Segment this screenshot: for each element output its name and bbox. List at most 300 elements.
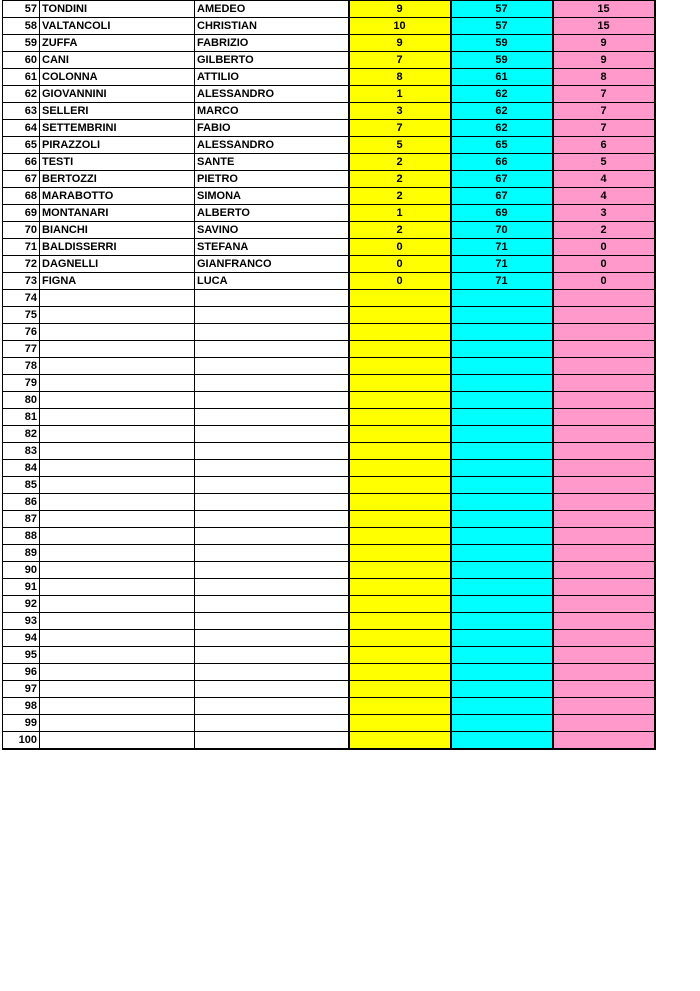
table-row xyxy=(3,154,655,171)
table-row xyxy=(3,18,655,35)
first-name-cell xyxy=(195,494,349,511)
first-name-cell: ALESSANDRO xyxy=(195,137,349,154)
pink-score-cell xyxy=(553,664,655,681)
pink-score-cell xyxy=(553,715,655,732)
surname-cell xyxy=(40,545,195,562)
table-row xyxy=(3,494,655,511)
first-name-cell xyxy=(195,392,349,409)
first-name-cell xyxy=(195,664,349,681)
surname-cell: SETTEMBRINI xyxy=(40,120,195,137)
row-number: 83 xyxy=(3,443,40,460)
first-name-cell xyxy=(195,511,349,528)
cyan-score-cell xyxy=(451,545,553,562)
surname-cell: BERTOZZI xyxy=(40,171,195,188)
surname-cell xyxy=(40,681,195,698)
pink-score-cell: 3 xyxy=(553,205,655,222)
first-name-cell xyxy=(195,647,349,664)
surname-cell: PIRAZZOLI xyxy=(40,137,195,154)
yellow-score-cell xyxy=(349,307,451,324)
yellow-score-cell: 7 xyxy=(349,52,451,69)
cyan-score-cell xyxy=(451,358,553,375)
table-row xyxy=(3,324,655,341)
table-row xyxy=(3,103,655,120)
surname-cell xyxy=(40,664,195,681)
first-name-cell: GIANFRANCO xyxy=(195,256,349,273)
yellow-score-cell xyxy=(349,290,451,307)
first-name-cell xyxy=(195,562,349,579)
yellow-score-cell xyxy=(349,409,451,426)
row-number: 74 xyxy=(3,290,40,307)
yellow-score-cell xyxy=(349,596,451,613)
table-row xyxy=(3,596,655,613)
cyan-score-cell: 67 xyxy=(451,171,553,188)
surname-cell xyxy=(40,375,195,392)
first-name-cell xyxy=(195,596,349,613)
table-row xyxy=(3,290,655,307)
pink-score-cell xyxy=(553,460,655,477)
yellow-score-cell xyxy=(349,664,451,681)
table-row xyxy=(3,562,655,579)
table-row xyxy=(3,375,655,392)
cyan-score-cell xyxy=(451,681,553,698)
pink-score-cell xyxy=(553,630,655,647)
yellow-score-cell xyxy=(349,732,451,750)
first-name-cell xyxy=(195,307,349,324)
row-number: 72 xyxy=(3,256,40,273)
table-row xyxy=(3,426,655,443)
table-row xyxy=(3,732,655,750)
pink-score-cell xyxy=(553,579,655,596)
yellow-score-cell xyxy=(349,460,451,477)
table-row xyxy=(3,1,655,18)
pink-score-cell xyxy=(553,494,655,511)
row-number: 93 xyxy=(3,613,40,630)
first-name-cell xyxy=(195,375,349,392)
yellow-score-cell: 7 xyxy=(349,120,451,137)
first-name-cell xyxy=(195,630,349,647)
surname-cell xyxy=(40,647,195,664)
surname-cell xyxy=(40,477,195,494)
table-row xyxy=(3,256,655,273)
pink-score-cell xyxy=(553,698,655,715)
yellow-score-cell: 9 xyxy=(349,35,451,52)
row-number: 89 xyxy=(3,545,40,562)
yellow-score-cell: 0 xyxy=(349,239,451,256)
first-name-cell: AMEDEO xyxy=(195,1,349,18)
yellow-score-cell xyxy=(349,392,451,409)
row-number: 58 xyxy=(3,18,40,35)
cyan-score-cell: 61 xyxy=(451,69,553,86)
first-name-cell xyxy=(195,409,349,426)
cyan-score-cell xyxy=(451,613,553,630)
surname-cell: COLONNA xyxy=(40,69,195,86)
yellow-score-cell: 1 xyxy=(349,205,451,222)
pink-score-cell: 7 xyxy=(553,86,655,103)
cyan-score-cell: 62 xyxy=(451,120,553,137)
yellow-score-cell: 2 xyxy=(349,222,451,239)
row-number: 65 xyxy=(3,137,40,154)
yellow-score-cell: 0 xyxy=(349,273,451,290)
cyan-score-cell xyxy=(451,392,553,409)
cyan-score-cell xyxy=(451,596,553,613)
row-number: 60 xyxy=(3,52,40,69)
first-name-cell xyxy=(195,477,349,494)
surname-cell xyxy=(40,511,195,528)
row-number: 63 xyxy=(3,103,40,120)
table-row xyxy=(3,205,655,222)
yellow-score-cell: 1 xyxy=(349,86,451,103)
surname-cell: TONDINI xyxy=(40,1,195,18)
row-number: 67 xyxy=(3,171,40,188)
first-name-cell xyxy=(195,358,349,375)
table-row xyxy=(3,630,655,647)
first-name-cell: GILBERTO xyxy=(195,52,349,69)
first-name-cell: MARCO xyxy=(195,103,349,120)
row-number: 79 xyxy=(3,375,40,392)
surname-cell: TESTI xyxy=(40,154,195,171)
pink-score-cell: 0 xyxy=(553,239,655,256)
table-row xyxy=(3,120,655,137)
row-number: 59 xyxy=(3,35,40,52)
cyan-score-cell: 71 xyxy=(451,239,553,256)
pink-score-cell xyxy=(553,545,655,562)
cyan-score-cell: 70 xyxy=(451,222,553,239)
surname-cell: BALDISSERRI xyxy=(40,239,195,256)
table-row xyxy=(3,86,655,103)
yellow-score-cell: 0 xyxy=(349,256,451,273)
yellow-score-cell xyxy=(349,324,451,341)
cyan-score-cell xyxy=(451,443,553,460)
table-row xyxy=(3,273,655,290)
pink-score-cell: 6 xyxy=(553,137,655,154)
row-number: 73 xyxy=(3,273,40,290)
cyan-score-cell: 71 xyxy=(451,273,553,290)
row-number: 57 xyxy=(3,1,40,18)
row-number: 91 xyxy=(3,579,40,596)
first-name-cell xyxy=(195,545,349,562)
cyan-score-cell xyxy=(451,341,553,358)
pink-score-cell: 7 xyxy=(553,120,655,137)
pink-score-cell: 9 xyxy=(553,52,655,69)
first-name-cell xyxy=(195,681,349,698)
surname-cell xyxy=(40,307,195,324)
cyan-score-cell: 59 xyxy=(451,35,553,52)
cyan-score-cell: 69 xyxy=(451,205,553,222)
pink-score-cell xyxy=(553,562,655,579)
surname-cell xyxy=(40,443,195,460)
yellow-score-cell xyxy=(349,698,451,715)
row-number: 77 xyxy=(3,341,40,358)
table-row xyxy=(3,715,655,732)
cyan-score-cell xyxy=(451,511,553,528)
cyan-score-cell: 65 xyxy=(451,137,553,154)
cyan-score-cell xyxy=(451,528,553,545)
yellow-score-cell: 5 xyxy=(349,137,451,154)
table-row xyxy=(3,222,655,239)
first-name-cell xyxy=(195,732,349,750)
surname-cell: CANI xyxy=(40,52,195,69)
row-number: 100 xyxy=(3,732,40,750)
row-number: 88 xyxy=(3,528,40,545)
row-number: 62 xyxy=(3,86,40,103)
table-row xyxy=(3,35,655,52)
first-name-cell: SANTE xyxy=(195,154,349,171)
pink-score-cell: 8 xyxy=(553,69,655,86)
surname-cell xyxy=(40,358,195,375)
row-number: 96 xyxy=(3,664,40,681)
surname-cell xyxy=(40,596,195,613)
pink-score-cell: 9 xyxy=(553,35,655,52)
cyan-score-cell xyxy=(451,477,553,494)
first-name-cell xyxy=(195,528,349,545)
table-row xyxy=(3,443,655,460)
row-number: 98 xyxy=(3,698,40,715)
cyan-score-cell: 62 xyxy=(451,86,553,103)
cyan-score-cell xyxy=(451,698,553,715)
table-row xyxy=(3,664,655,681)
cyan-score-cell xyxy=(451,290,553,307)
pink-score-cell: 5 xyxy=(553,154,655,171)
row-number: 80 xyxy=(3,392,40,409)
first-name-cell: PIETRO xyxy=(195,171,349,188)
first-name-cell: ALBERTO xyxy=(195,205,349,222)
yellow-score-cell: 9 xyxy=(349,1,451,18)
pink-score-cell xyxy=(553,647,655,664)
cyan-score-cell xyxy=(451,324,553,341)
table-row xyxy=(3,647,655,664)
first-name-cell xyxy=(195,324,349,341)
cyan-score-cell xyxy=(451,630,553,647)
pink-score-cell xyxy=(553,426,655,443)
table-row xyxy=(3,545,655,562)
row-number: 97 xyxy=(3,681,40,698)
pink-score-cell: 0 xyxy=(553,256,655,273)
table-row xyxy=(3,511,655,528)
surname-cell xyxy=(40,562,195,579)
table-row xyxy=(3,307,655,324)
yellow-score-cell: 2 xyxy=(349,171,451,188)
yellow-score-cell xyxy=(349,494,451,511)
row-number: 78 xyxy=(3,358,40,375)
table-row xyxy=(3,358,655,375)
row-number: 75 xyxy=(3,307,40,324)
surname-cell xyxy=(40,613,195,630)
cyan-score-cell: 57 xyxy=(451,1,553,18)
cyan-score-cell: 62 xyxy=(451,103,553,120)
surname-cell xyxy=(40,698,195,715)
pink-score-cell xyxy=(553,596,655,613)
pink-score-cell xyxy=(553,341,655,358)
cyan-score-cell: 59 xyxy=(451,52,553,69)
table-row xyxy=(3,460,655,477)
pink-score-cell xyxy=(553,290,655,307)
surname-cell xyxy=(40,324,195,341)
surname-cell xyxy=(40,290,195,307)
table-row xyxy=(3,579,655,596)
yellow-score-cell xyxy=(349,562,451,579)
ranking-table xyxy=(2,0,656,750)
surname-cell: DAGNELLI xyxy=(40,256,195,273)
cyan-score-cell: 71 xyxy=(451,256,553,273)
yellow-score-cell xyxy=(349,545,451,562)
row-number: 69 xyxy=(3,205,40,222)
yellow-score-cell xyxy=(349,613,451,630)
row-number: 71 xyxy=(3,239,40,256)
pink-score-cell xyxy=(553,324,655,341)
pink-score-cell xyxy=(553,511,655,528)
first-name-cell: FABRIZIO xyxy=(195,35,349,52)
first-name-cell xyxy=(195,460,349,477)
surname-cell: GIOVANNINI xyxy=(40,86,195,103)
surname-cell: MARABOTTO xyxy=(40,188,195,205)
first-name-cell xyxy=(195,443,349,460)
yellow-score-cell xyxy=(349,579,451,596)
pink-score-cell xyxy=(553,375,655,392)
row-number: 94 xyxy=(3,630,40,647)
cyan-score-cell xyxy=(451,715,553,732)
ranking-table-body xyxy=(3,1,655,750)
yellow-score-cell xyxy=(349,375,451,392)
first-name-cell: FABIO xyxy=(195,120,349,137)
yellow-score-cell xyxy=(349,528,451,545)
pink-score-cell xyxy=(553,409,655,426)
first-name-cell xyxy=(195,290,349,307)
cyan-score-cell xyxy=(451,732,553,750)
row-number: 90 xyxy=(3,562,40,579)
table-row xyxy=(3,392,655,409)
first-name-cell xyxy=(195,613,349,630)
surname-cell xyxy=(40,494,195,511)
row-number: 70 xyxy=(3,222,40,239)
table-row xyxy=(3,69,655,86)
pink-score-cell xyxy=(553,358,655,375)
pink-score-cell: 4 xyxy=(553,171,655,188)
table-row xyxy=(3,341,655,358)
row-number: 68 xyxy=(3,188,40,205)
row-number: 99 xyxy=(3,715,40,732)
first-name-cell: CHRISTIAN xyxy=(195,18,349,35)
row-number: 76 xyxy=(3,324,40,341)
row-number: 85 xyxy=(3,477,40,494)
pink-score-cell xyxy=(553,307,655,324)
first-name-cell xyxy=(195,579,349,596)
cyan-score-cell: 67 xyxy=(451,188,553,205)
first-name-cell: SIMONA xyxy=(195,188,349,205)
yellow-score-cell: 10 xyxy=(349,18,451,35)
yellow-score-cell xyxy=(349,715,451,732)
row-number: 87 xyxy=(3,511,40,528)
yellow-score-cell xyxy=(349,443,451,460)
cyan-score-cell xyxy=(451,375,553,392)
surname-cell xyxy=(40,460,195,477)
yellow-score-cell xyxy=(349,358,451,375)
surname-cell xyxy=(40,579,195,596)
cyan-score-cell: 66 xyxy=(451,154,553,171)
table-row xyxy=(3,239,655,256)
pink-score-cell xyxy=(553,681,655,698)
yellow-score-cell xyxy=(349,477,451,494)
yellow-score-cell: 2 xyxy=(349,188,451,205)
row-number: 95 xyxy=(3,647,40,664)
pink-score-cell xyxy=(553,443,655,460)
surname-cell: SELLERI xyxy=(40,103,195,120)
table-row xyxy=(3,188,655,205)
yellow-score-cell xyxy=(349,511,451,528)
row-number: 92 xyxy=(3,596,40,613)
first-name-cell: LUCA xyxy=(195,273,349,290)
row-number: 86 xyxy=(3,494,40,511)
pink-score-cell: 0 xyxy=(553,273,655,290)
first-name-cell: STEFANA xyxy=(195,239,349,256)
table-row xyxy=(3,52,655,69)
yellow-score-cell: 2 xyxy=(349,154,451,171)
first-name-cell xyxy=(195,715,349,732)
surname-cell xyxy=(40,341,195,358)
cyan-score-cell xyxy=(451,579,553,596)
surname-cell xyxy=(40,630,195,647)
yellow-score-cell: 8 xyxy=(349,69,451,86)
pink-score-cell: 7 xyxy=(553,103,655,120)
row-number: 81 xyxy=(3,409,40,426)
pink-score-cell xyxy=(553,477,655,494)
surname-cell xyxy=(40,715,195,732)
cyan-score-cell xyxy=(451,664,553,681)
row-number: 66 xyxy=(3,154,40,171)
pink-score-cell xyxy=(553,392,655,409)
first-name-cell xyxy=(195,341,349,358)
surname-cell: VALTANCOLI xyxy=(40,18,195,35)
yellow-score-cell xyxy=(349,647,451,664)
row-number: 61 xyxy=(3,69,40,86)
table-row xyxy=(3,409,655,426)
pink-score-cell xyxy=(553,613,655,630)
pink-score-cell: 2 xyxy=(553,222,655,239)
first-name-cell: SAVINO xyxy=(195,222,349,239)
first-name-cell xyxy=(195,426,349,443)
surname-cell xyxy=(40,528,195,545)
first-name-cell: ALESSANDRO xyxy=(195,86,349,103)
pink-score-cell xyxy=(553,732,655,750)
cyan-score-cell xyxy=(451,307,553,324)
cyan-score-cell xyxy=(451,494,553,511)
pink-score-cell: 4 xyxy=(553,188,655,205)
surname-cell xyxy=(40,409,195,426)
pink-score-cell: 15 xyxy=(553,1,655,18)
surname-cell: BIANCHI xyxy=(40,222,195,239)
yellow-score-cell xyxy=(349,681,451,698)
surname-cell: MONTANARI xyxy=(40,205,195,222)
cyan-score-cell xyxy=(451,426,553,443)
surname-cell xyxy=(40,732,195,750)
surname-cell: FIGNA xyxy=(40,273,195,290)
row-number: 82 xyxy=(3,426,40,443)
surname-cell xyxy=(40,426,195,443)
table-row xyxy=(3,528,655,545)
cyan-score-cell xyxy=(451,647,553,664)
yellow-score-cell: 3 xyxy=(349,103,451,120)
cyan-score-cell xyxy=(451,562,553,579)
pink-score-cell: 15 xyxy=(553,18,655,35)
yellow-score-cell xyxy=(349,341,451,358)
table-row xyxy=(3,681,655,698)
cyan-score-cell xyxy=(451,409,553,426)
table-row xyxy=(3,613,655,630)
cyan-score-cell xyxy=(451,460,553,477)
cyan-score-cell: 57 xyxy=(451,18,553,35)
first-name-cell xyxy=(195,698,349,715)
yellow-score-cell xyxy=(349,630,451,647)
first-name-cell: ATTILIO xyxy=(195,69,349,86)
